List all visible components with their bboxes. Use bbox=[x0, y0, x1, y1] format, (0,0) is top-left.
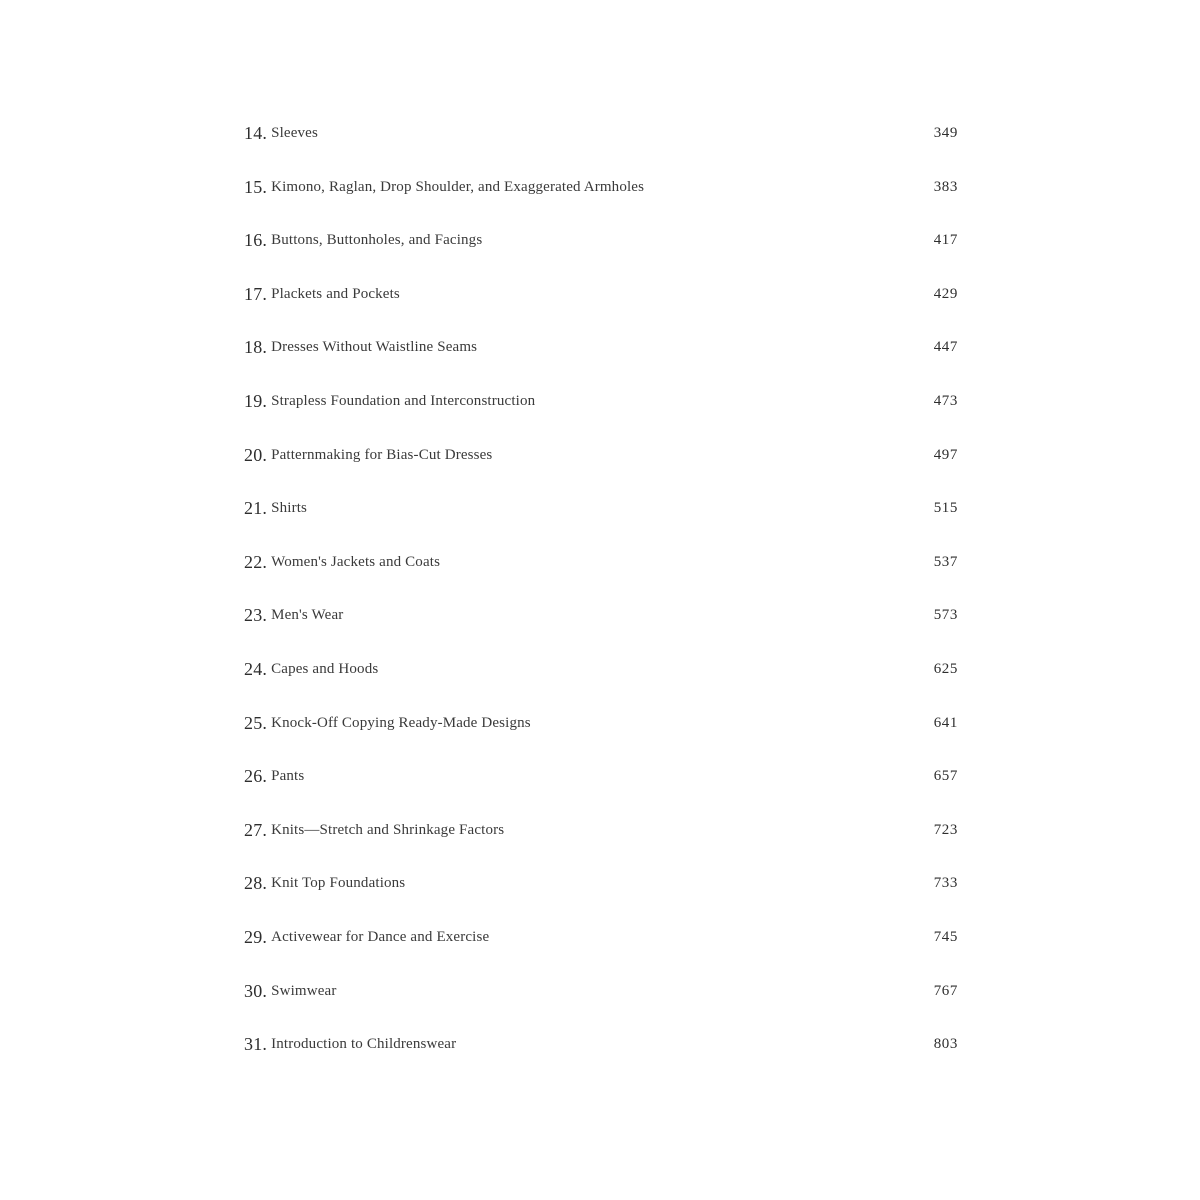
chapter-number: 30. bbox=[244, 980, 268, 1001]
chapter-number: 14. bbox=[244, 123, 268, 143]
chapter-title: Shirts bbox=[271, 500, 308, 517]
toc-entry-22 bbox=[244, 547, 960, 601]
page-number: 349 bbox=[933, 125, 958, 141]
chapter-number: 15. bbox=[244, 176, 268, 197]
page-number: 723 bbox=[933, 821, 958, 838]
page-number: 417 bbox=[933, 232, 958, 249]
toc-entry-15 bbox=[244, 172, 960, 226]
page-number: 573 bbox=[933, 607, 958, 624]
chapter-title: Pants bbox=[271, 768, 305, 785]
chapter-number: 21. bbox=[244, 498, 268, 519]
chapter-number: 23. bbox=[244, 605, 268, 626]
chapter-title: Sleeves bbox=[271, 125, 318, 141]
chapter-title: Kimono, Raglan, Drop Shoulder, and Exaggerated Armholes bbox=[271, 178, 645, 195]
page-number: 473 bbox=[933, 392, 958, 409]
page-number: 767 bbox=[933, 982, 958, 999]
chapter-number: 17. bbox=[244, 283, 268, 304]
toc-entry-18 bbox=[244, 332, 960, 386]
page-number: 641 bbox=[933, 714, 958, 731]
toc-entry-29 bbox=[244, 922, 960, 976]
page-number: 745 bbox=[933, 928, 958, 945]
page-number: 447 bbox=[933, 339, 958, 356]
chapter-title: Knits—Stretch and Shrinkage Factors bbox=[271, 821, 505, 838]
toc-entry-27 bbox=[244, 815, 960, 869]
page-number: 497 bbox=[933, 446, 958, 463]
chapter-title: Buttons, Buttonholes, and Facings bbox=[271, 232, 483, 249]
toc-entry-28 bbox=[244, 868, 960, 922]
page-number: 515 bbox=[933, 500, 958, 517]
chapter-number: 16. bbox=[244, 230, 268, 251]
chapter-title: Swimwear bbox=[271, 982, 337, 999]
chapter-title: Dresses Without Waistline Seams bbox=[271, 339, 478, 356]
table-of-contents bbox=[244, 118, 960, 1083]
toc-entry-14 bbox=[244, 118, 960, 172]
toc-entry-20 bbox=[244, 440, 960, 494]
chapter-title: Knock-Off Copying Ready-Made Designs bbox=[271, 714, 531, 731]
toc-entry-26 bbox=[244, 761, 960, 815]
page-number: 657 bbox=[933, 768, 958, 785]
toc-entry-23 bbox=[244, 600, 960, 654]
chapter-title: Patternmaking for Bias-Cut Dresses bbox=[271, 446, 493, 463]
chapter-number: 20. bbox=[244, 444, 268, 465]
chapter-title: Capes and Hoods bbox=[271, 660, 379, 677]
page-number: 383 bbox=[933, 178, 958, 195]
chapter-number: 29. bbox=[244, 926, 268, 947]
page-number: 429 bbox=[933, 285, 958, 302]
chapter-title: Activewear for Dance and Exercise bbox=[271, 928, 490, 945]
chapter-title: Introduction to Childrenswear bbox=[271, 1036, 457, 1053]
chapter-number: 27. bbox=[244, 819, 268, 840]
chapter-number: 18. bbox=[244, 337, 268, 358]
chapter-number: 25. bbox=[244, 712, 268, 733]
chapter-number: 22. bbox=[244, 551, 268, 572]
toc-entry-24 bbox=[244, 654, 960, 708]
toc-entry-19 bbox=[244, 386, 960, 440]
chapter-title: Knit Top Foundations bbox=[271, 875, 406, 892]
chapter-title: Strapless Foundation and Interconstruction bbox=[271, 392, 536, 409]
chapter-number: 28. bbox=[244, 873, 268, 894]
chapter-number: 31. bbox=[244, 1034, 268, 1055]
toc-entry-16 bbox=[244, 225, 960, 279]
page-number: 625 bbox=[933, 660, 958, 677]
toc-entry-25 bbox=[244, 708, 960, 762]
toc-entry-30 bbox=[244, 976, 960, 1030]
page-number: 733 bbox=[933, 875, 958, 892]
toc-entry-31 bbox=[244, 1029, 960, 1083]
chapter-title: Women's Jackets and Coats bbox=[271, 553, 441, 570]
toc-entry-17 bbox=[244, 279, 960, 333]
chapter-number: 19. bbox=[244, 390, 268, 411]
chapter-title: Men's Wear bbox=[271, 607, 344, 624]
toc-entry-21 bbox=[244, 493, 960, 547]
chapter-number: 26. bbox=[244, 766, 268, 787]
chapter-number: 24. bbox=[244, 658, 268, 679]
chapter-title: Plackets and Pockets bbox=[271, 285, 400, 302]
page-number: 803 bbox=[933, 1036, 958, 1053]
page-number: 537 bbox=[933, 553, 958, 570]
